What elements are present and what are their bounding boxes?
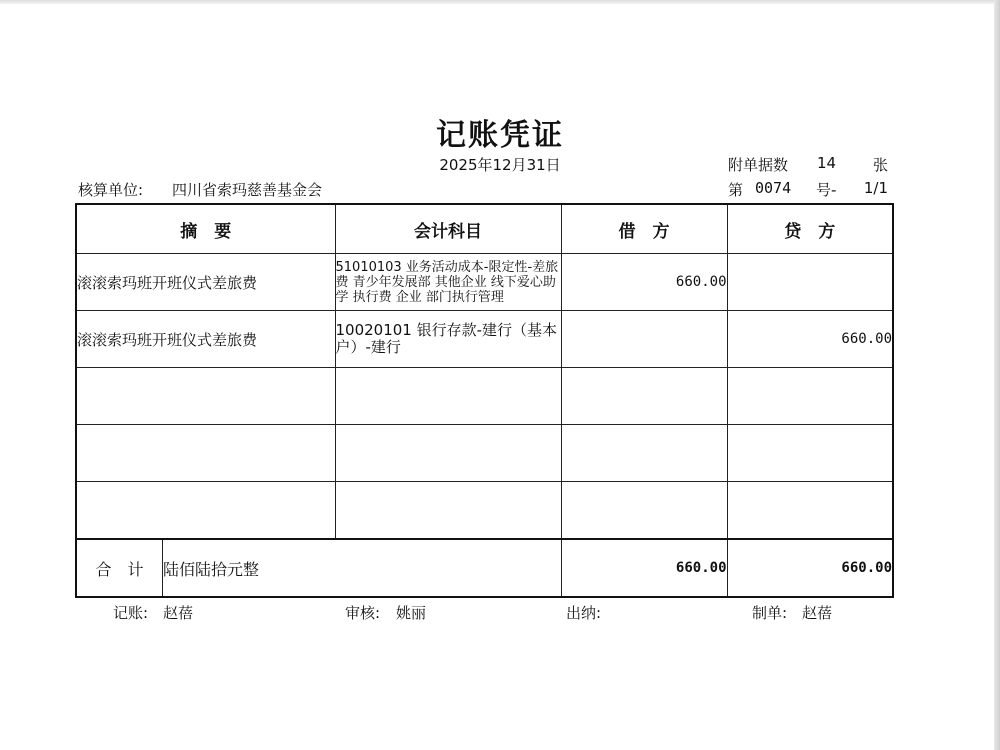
row-summary xyxy=(76,425,335,482)
header-account: 会计科目 xyxy=(335,204,561,254)
row-account: 10020101 银行存款-建行（基本户）-建行 xyxy=(335,311,561,368)
total-cell xyxy=(76,539,561,597)
attachments-unit: 张 xyxy=(873,156,889,174)
accounting-unit-label: 核算单位: xyxy=(78,181,144,199)
row-account xyxy=(335,425,561,482)
row-debit xyxy=(561,425,727,482)
table-row xyxy=(76,425,893,482)
total-debit: 660.00 xyxy=(561,539,727,597)
preparer-label: 制单: xyxy=(752,604,788,622)
voucher-date: 2025年12月31日 xyxy=(439,156,561,174)
voucher-number: 0074 xyxy=(755,179,792,197)
bookkeeper-name: 赵蓓 xyxy=(163,604,194,622)
row-credit xyxy=(727,368,893,425)
table-header-row xyxy=(76,204,893,254)
total-amount-in-words: 陆佰陆拾元整 xyxy=(163,559,260,579)
row-credit: 660.00 xyxy=(727,311,893,368)
table-row xyxy=(76,368,893,425)
voucher-title: 记账凭证 xyxy=(436,118,564,153)
row-debit xyxy=(561,311,727,368)
scan-edge-top xyxy=(0,0,1000,4)
row-summary: 滚滚索玛班开班仪式差旅费 xyxy=(76,254,335,311)
table-row xyxy=(76,482,893,540)
row-credit xyxy=(727,482,893,540)
attachments-count: 14 xyxy=(817,154,837,172)
total-row xyxy=(76,539,893,597)
reviewer-name: 姚丽 xyxy=(396,604,427,622)
cashier-label: 出纳: xyxy=(566,604,602,622)
header-summary: 摘 要 xyxy=(76,204,335,254)
attachments-label: 附单据数 xyxy=(728,156,789,174)
table-row xyxy=(76,311,893,368)
row-summary: 滚滚索玛班开班仪式差旅费 xyxy=(76,311,335,368)
row-account xyxy=(335,368,561,425)
row-summary xyxy=(76,482,335,540)
row-debit xyxy=(561,368,727,425)
table-row xyxy=(76,254,893,311)
row-summary xyxy=(76,368,335,425)
bookkeeper-label: 记账: xyxy=(113,604,149,622)
row-credit xyxy=(727,254,893,311)
reviewer-label: 审核: xyxy=(345,604,381,622)
row-account: 51010103 业务活动成本-限定性-差旅费 青少年发展部 其他企业 线下爱心助学 执行费 企业 部门执行管理 xyxy=(335,254,561,311)
row-debit: 660.00 xyxy=(561,254,727,311)
row-debit xyxy=(561,482,727,540)
accounting-unit-name: 四川省索玛慈善基金会 xyxy=(172,181,323,199)
row-credit xyxy=(727,425,893,482)
header-credit: 贷 方 xyxy=(727,204,893,254)
header-debit: 借 方 xyxy=(561,204,727,254)
voucher-page: 1/1 xyxy=(863,179,888,197)
voucher-number-suffix: 号- xyxy=(816,181,837,199)
voucher-number-prefix: 第 xyxy=(728,181,744,199)
row-account xyxy=(335,482,561,540)
voucher-table xyxy=(75,203,894,598)
total-label: 合 计 xyxy=(77,540,163,596)
total-credit: 660.00 xyxy=(727,539,893,597)
preparer-name: 赵蓓 xyxy=(802,604,833,622)
